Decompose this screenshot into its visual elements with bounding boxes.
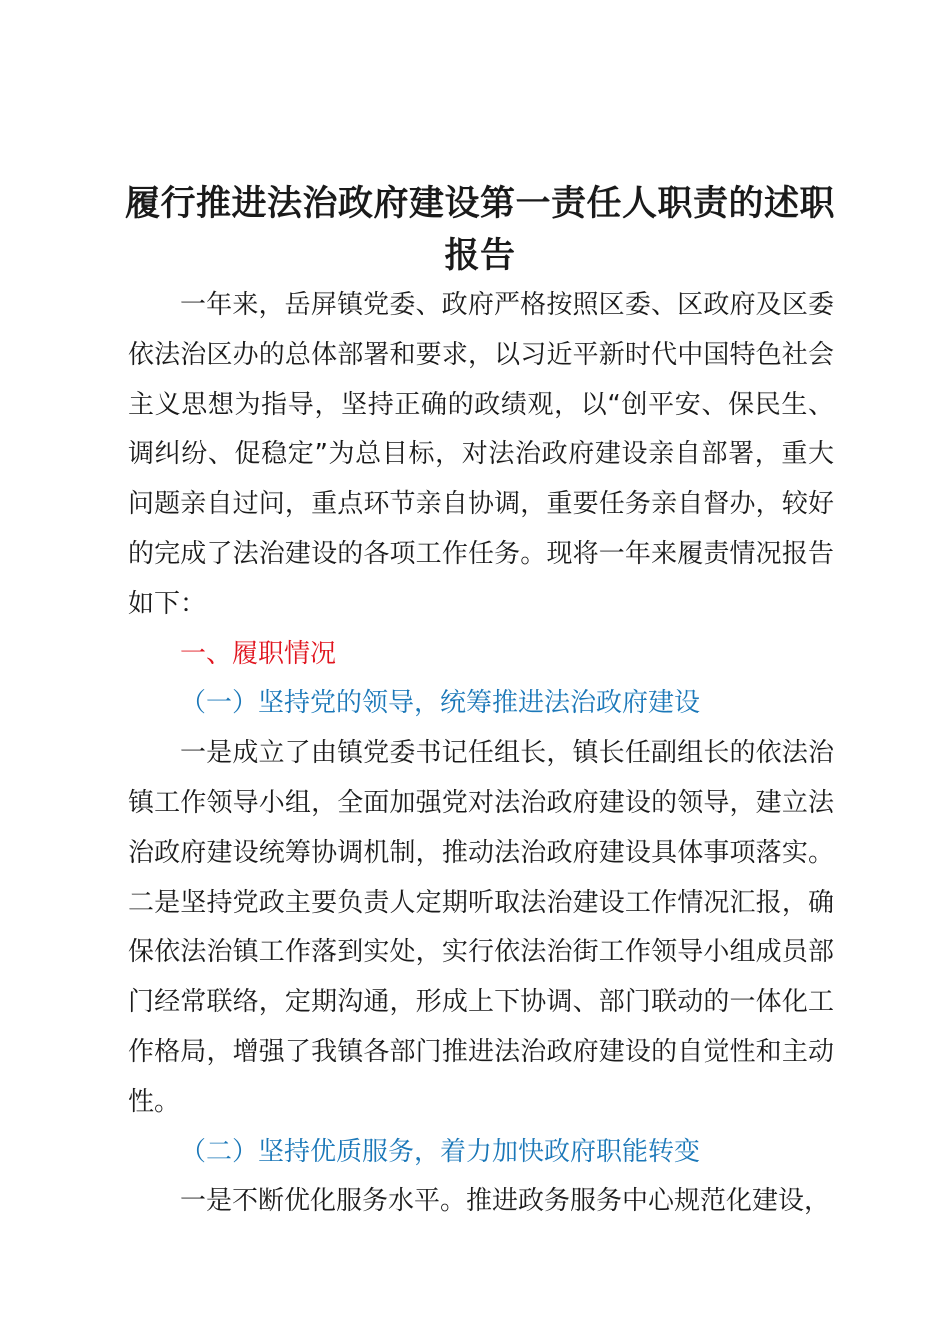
subsection-heading-2: （二）坚持优质服务，着力加快政府职能转变	[180, 1136, 701, 1167]
subsection-paragraph-2: 一是不断优化服务水平。推进政务服务中心规范化建设，	[180, 1186, 831, 1217]
document-body	[128, 281, 834, 1227]
title-line-2: 报告	[444, 236, 516, 276]
subsection-heading-1: （一）坚持党的领导，统筹推进法治政府建设	[180, 688, 701, 719]
document-title	[110, 178, 850, 282]
subsection-paragraph-1: 一是成立了由镇党委书记任组长，镇长任副组长的依法治镇工作领导小组，全面加强党对法治政府建设的领导，建立法治政府建设统筹协调机制，推动法治政府建设具体事项落实。二是坚持党政主要负责人定期听取法治建设工作情况汇报，确保依法治镇工作落到实处，实行依法治街工作领导小组成员部门经常联络，定期沟通，形成上下协调、部门联动的一体化工作格局，增强了我镇各部门推进法治政府建设的自觉性和主动性。	[128, 738, 834, 1117]
title-line-1: 履行推进法治政府建设第一责任人职责的述职	[124, 184, 835, 224]
intro-paragraph: 一年来，岳屏镇党委、政府严格按照区委、区政府及区委依法治区办的总体部署和要求，以习近平新时代中国特色社会主义思想为指导，坚持正确的政绩观，以“创平安、保民生、调纠纷、促稳定”为总目标，对法治政府建设亲自部署，重大问题亲自过问，重点环节亲自协调，重要任务亲自督办，较好的完成了法治建设的各项工作任务。现将一年来履责情况报告如下：	[128, 290, 834, 619]
section-heading-1: 一、履职情况	[180, 638, 337, 669]
